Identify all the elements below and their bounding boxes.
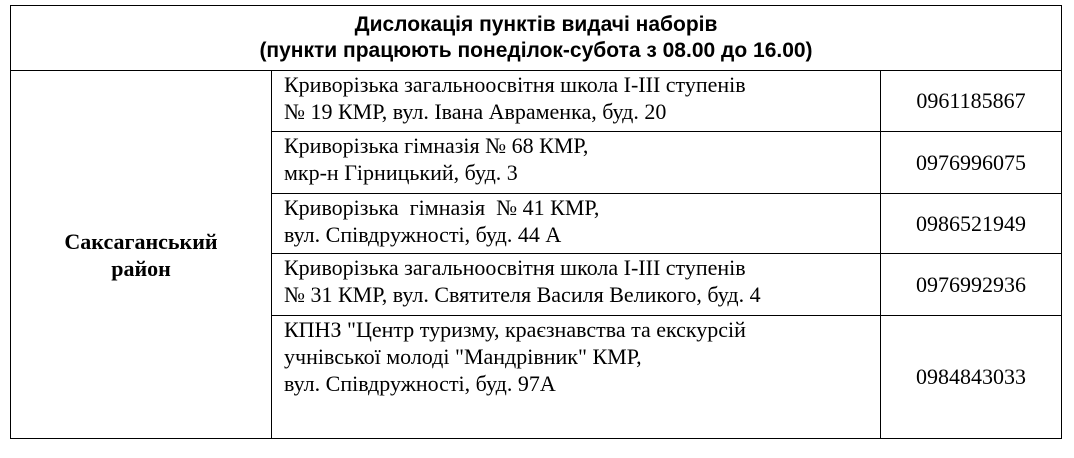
address-line: Криворізька гімназія № 41 КМР, (284, 195, 600, 220)
district-line-1: Саксаганський (64, 228, 218, 254)
address-line: Криворізька загальноосвітня школа І-ІІІ ступенів (284, 72, 746, 97)
address-cell (272, 194, 881, 254)
address-line: № 19 КМР, вул. Івана Авраменка, буд. 20 (284, 99, 667, 124)
address-line: вул. Співдружності, буд. 44 А (284, 222, 562, 247)
address-cell (272, 132, 881, 194)
table-header-row (11, 6, 1062, 71)
district-name (11, 71, 272, 439)
phone-number: 0984843033 (881, 316, 1062, 439)
address-line: № 31 КМР, вул. Святителя Василя Великого, буд. 4 (284, 282, 761, 307)
address-line: мкр-н Гірницький, буд. 3 (284, 160, 518, 185)
phone-number: 0961185867 (881, 71, 1062, 132)
phone-number: 0986521949 (881, 194, 1062, 254)
address-line: Криворізька гімназія № 68 КМР, (284, 133, 589, 158)
address-cell (272, 254, 881, 316)
address-line: Криворізька загальноосвітня школа І-ІІІ ступенів (284, 255, 746, 280)
address-cell (272, 71, 881, 132)
table-title (11, 6, 1062, 71)
table-row (11, 71, 1062, 132)
address-line: вул. Співдружності, буд. 97А (284, 371, 556, 396)
dislocation-table (10, 5, 1062, 439)
title-line-1: Дислокація пунктів видачі наборів (354, 13, 718, 36)
address-cell (272, 316, 881, 439)
address-line: учнівської молоді "Мандрівник" КМР, (284, 344, 642, 369)
phone-number: 0976996075 (881, 132, 1062, 194)
title-line-2: (пункти працюють понеділок-субота з 08.00 до 16.00) (259, 39, 813, 62)
district-line-2: район (111, 255, 171, 281)
address-line: КПНЗ "Центр туризму, краєзнавства та екскурсій (284, 317, 746, 342)
phone-number: 0976992936 (881, 254, 1062, 316)
